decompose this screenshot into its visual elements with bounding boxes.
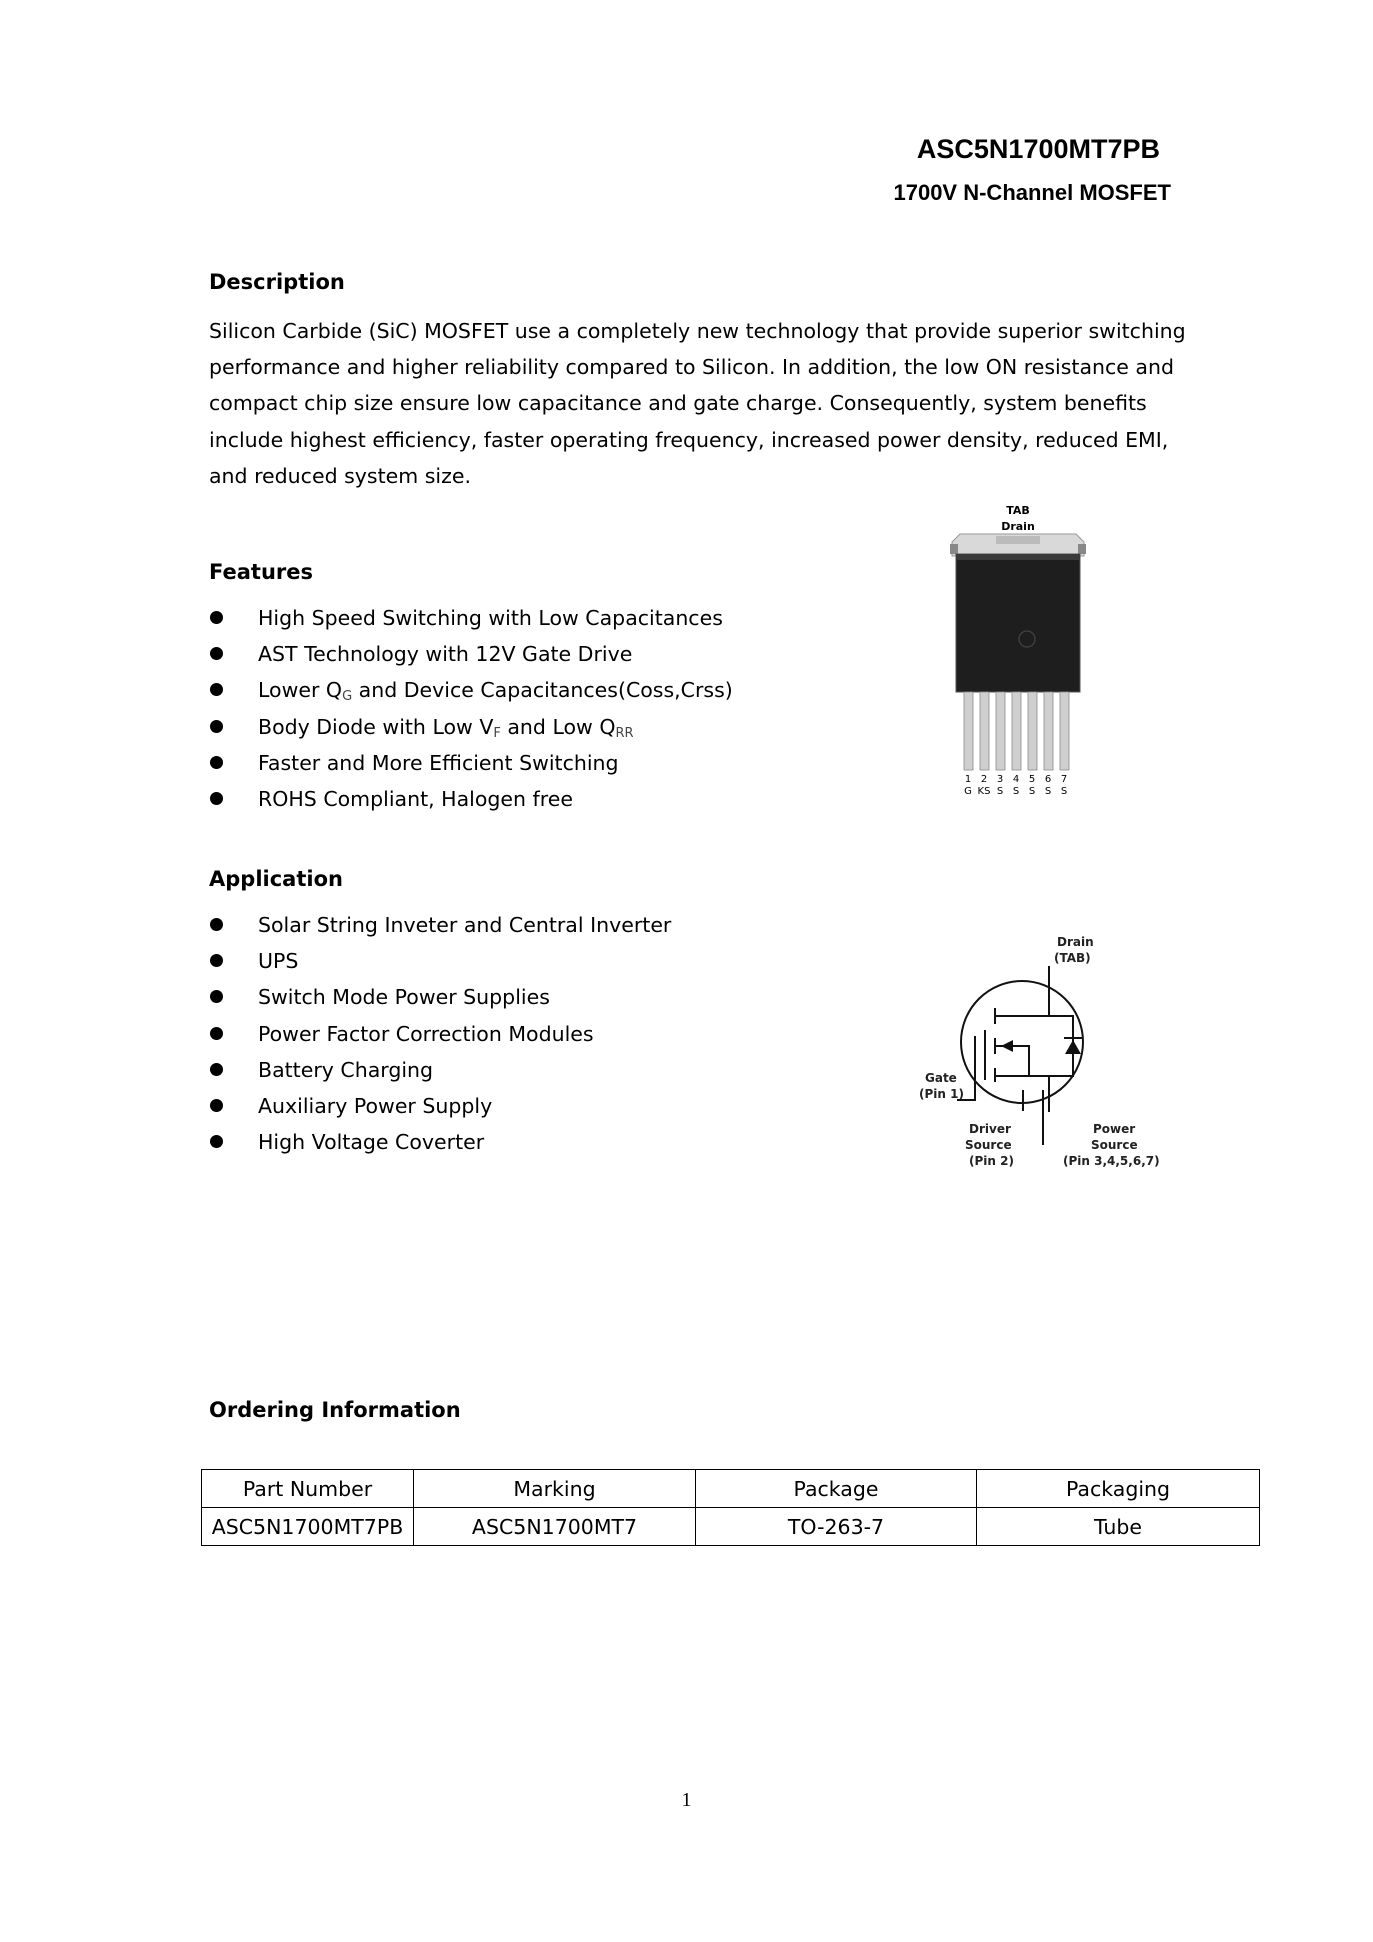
feature-text: High Speed Switching with Low Capacitances <box>258 606 723 630</box>
bullet-icon <box>210 720 223 733</box>
feature-text: Faster and More Efficient Switching <box>258 750 619 775</box>
subscript: G <box>342 689 353 705</box>
description-text: Silicon Carbide (SiC) MOSFET use a completely new technology that provide superior switching performance and higher reliability compared to Silicon. In addition, the low ON resistance and compact chip size ensure low capacitance and gate charge. Consequently, system benefits include highest efficiency, faster operating frequency, increased power density, reduced EMI, and reduced system size. <box>209 319 1186 488</box>
bullet-icon <box>210 954 223 967</box>
bullet-icon <box>210 1135 223 1148</box>
bullet-icon <box>210 1099 223 1112</box>
list-item <box>209 636 733 672</box>
pin-name: S <box>1028 786 1036 797</box>
pin-name: G <box>964 786 972 797</box>
features-title: Features <box>209 560 313 584</box>
table-header-cell: Package <box>696 1470 977 1508</box>
feature-text: and Device Capacitances(Coss,Crss) <box>352 678 733 703</box>
bullet-icon <box>210 683 223 696</box>
drain-label: Drain <box>1057 935 1094 949</box>
subscript: RR <box>615 725 634 741</box>
subscript: F <box>493 725 501 741</box>
mosfet-schematic <box>905 930 1175 1170</box>
drain-label: Drain <box>1001 520 1035 533</box>
table-cell: TO-263-7 <box>696 1508 977 1546</box>
tab-label: (TAB) <box>1054 951 1091 965</box>
bullet-icon <box>210 1063 223 1076</box>
part-number-heading: ASC5N1700MT7PB <box>916 134 1160 164</box>
application-text: High Voltage Coverter <box>258 1130 485 1155</box>
power-source-label: Source <box>1091 1138 1138 1152</box>
table-header-cell: Part Number <box>202 1470 414 1508</box>
table-header-row <box>202 1470 1260 1508</box>
power-label: Power <box>1093 1122 1136 1136</box>
feature-text: Body Diode with Low V <box>258 714 494 739</box>
pin-number: 6 <box>1044 774 1052 785</box>
bullet-icon <box>210 792 223 805</box>
pin-number: 7 <box>1060 774 1068 785</box>
power-pin-label: (Pin 3,4,5,6,7) <box>1063 1154 1160 1168</box>
list-item <box>209 1088 671 1124</box>
features-list <box>209 600 733 817</box>
pin-name: S <box>996 786 1004 797</box>
table-header-cell: Packaging <box>977 1470 1260 1508</box>
description-title: Description <box>209 270 345 294</box>
application-text: Solar String Inveter and Central Inverter <box>258 913 672 937</box>
pin-name: KS <box>977 786 991 797</box>
list-item <box>209 709 733 745</box>
list-item <box>209 1124 671 1160</box>
application-list <box>209 907 671 1160</box>
driver-pin-label: (Pin 2) <box>969 1154 1014 1168</box>
ordering-title: Ordering Information <box>209 1398 461 1422</box>
pin-name: S <box>1012 786 1020 797</box>
feature-text: and Low Q <box>500 714 616 739</box>
application-text: Switch Mode Power Supplies <box>258 985 550 1010</box>
driver-source-label: Source <box>965 1138 1012 1152</box>
list-item <box>209 907 671 943</box>
page-number: 1 <box>681 1789 692 1811</box>
list-item <box>209 979 671 1015</box>
list-item <box>209 781 733 817</box>
bullet-icon <box>210 756 223 769</box>
list-item <box>209 745 733 781</box>
tab-label: TAB <box>1006 504 1030 517</box>
pin-number: 5 <box>1028 774 1036 785</box>
bullet-icon <box>210 611 223 624</box>
gate-pin-label: (Pin 1) <box>919 1087 964 1101</box>
application-title: Application <box>209 867 343 891</box>
application-text: UPS <box>258 949 299 974</box>
feature-text: AST Technology with 12V Gate Drive <box>258 642 633 667</box>
table-cell: ASC5N1700MT7 <box>414 1508 696 1546</box>
list-item <box>209 672 733 708</box>
driver-label: Driver <box>969 1122 1011 1136</box>
list-item <box>209 1016 671 1052</box>
application-text: Battery Charging <box>258 1057 434 1082</box>
bullet-icon <box>210 990 223 1003</box>
application-text: Auxiliary Power Supply <box>258 1093 493 1118</box>
list-item <box>209 943 671 979</box>
ordering-table <box>201 1469 1260 1546</box>
pin-number: 2 <box>980 774 988 785</box>
table-row <box>202 1508 1260 1546</box>
package-illustration <box>940 500 1120 800</box>
pin-name: S <box>1060 786 1068 797</box>
list-item <box>209 1052 671 1088</box>
application-text: Power Factor Correction Modules <box>258 1021 594 1046</box>
feature-text: Lower Q <box>258 678 343 703</box>
feature-text: ROHS Compliant, Halogen free <box>258 786 573 811</box>
bullet-icon <box>210 918 223 931</box>
pin-number: 4 <box>1012 774 1020 785</box>
list-item <box>209 600 733 636</box>
pin-number: 1 <box>964 774 972 785</box>
table-header-cell: Marking <box>414 1470 696 1508</box>
pin-name: S <box>1044 786 1052 797</box>
table-cell: Tube <box>977 1508 1260 1546</box>
table-cell: ASC5N1700MT7PB <box>202 1508 414 1546</box>
bullet-icon <box>210 647 223 660</box>
gate-label: Gate <box>925 1071 957 1085</box>
part-subtitle: 1700V N-Channel MOSFET <box>893 180 1171 205</box>
bullet-icon <box>210 1027 223 1040</box>
pin-number: 3 <box>996 774 1004 785</box>
